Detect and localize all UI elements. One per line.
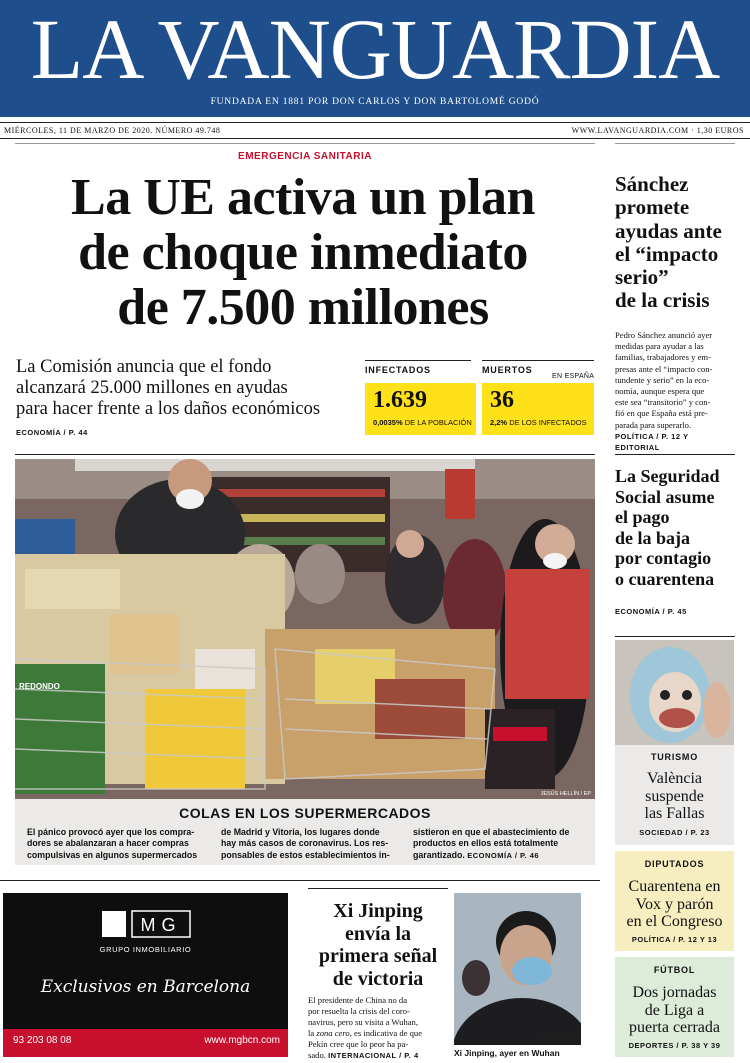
xi-photo-credit: XIE HUANCHI / AP [529, 1037, 577, 1043]
rule [308, 888, 448, 889]
masthead [0, 0, 750, 117]
turismo-box[interactable] [615, 640, 734, 845]
stats-scope: EN ESPAÑA [552, 373, 595, 380]
rule [15, 454, 595, 455]
mg-logo-icon [100, 909, 192, 939]
ad-website-link[interactable]: www.mgbcn.com [204, 1035, 280, 1046]
headline-line: La UE activa un plan [71, 169, 535, 226]
xi-caption: Xi Jinping, ayer en Wuhan [454, 1048, 560, 1058]
diputados-box[interactable] [615, 851, 734, 951]
caption-page-ref[interactable]: ECONOMÍA / P. 46 [467, 850, 540, 860]
xi-headline[interactable]: Xi Jinping envía la primera señal de victoria [318, 900, 438, 990]
box-kicker: DIPUTADOS [644, 859, 705, 869]
box-page-ref[interactable]: POLÍTICA / P. 12 Y 13 [631, 935, 718, 944]
masthead-subtitle: FUNDADA EN 1881 POR DON CARLOS Y DON BARTOLOMÉ GODÓ [210, 97, 540, 107]
caption-col: sistieron en que el abastecimiento de productos en ellos está totalmente garantizado. ECONOMÍA / P. 46 [413, 827, 570, 860]
box-page-ref[interactable]: SOCIEDAD / P. 23 [639, 828, 710, 837]
lead-deck [16, 357, 361, 420]
stat-note: 0,0035% DE LA POBLACIÓN [373, 418, 472, 427]
supermarket-photo[interactable] [15, 459, 595, 799]
caption-col: de Madrid y Vitoria, los lugares donde hay más casos de coronavirus. Los res- ponsables de estos establecimientos in- [221, 827, 390, 860]
ad-brand: GRUPO INMOBILIARIO [99, 945, 192, 954]
box-kicker: FÚTBOL [653, 965, 696, 975]
deck-line: para hacer frente a los daños económicos [16, 399, 321, 419]
stat-label-muertos: MUERTOS [482, 365, 533, 375]
sanchez-headline[interactable]: Sánchez promete ayudas ante el “impacto serio” de la crisis [615, 172, 722, 313]
svg-text:MG: MG [140, 915, 182, 935]
box-page-ref[interactable]: DEPORTES / P. 38 Y 39 [628, 1041, 721, 1050]
lead-page-ref[interactable]: ECONOMÍA / P. 44 [16, 428, 88, 437]
issue-date: MIÉRCOLES, 11 DE MARZO DE 2020. NÚMERO 49.748 [4, 126, 221, 135]
supermarket-illustration [15, 459, 595, 799]
rule [365, 360, 471, 361]
stat-box-muertos [482, 383, 594, 435]
rule [615, 636, 735, 637]
stat-box-infectados [365, 383, 476, 435]
headline-line: de choque inmediato [78, 224, 528, 281]
rule [615, 143, 735, 144]
product-label: REDONDO [19, 682, 60, 691]
box-title: València suspende las Fallas [644, 770, 705, 822]
xi-body: El presidente de China no da por resuelta la crisis del coro- navirus, pero su visita a Wuhan, la zona cero, es indicativa de que Pekín cree que lo peor ha pa- sado. INTERNACIONAL / P. 4 [308, 995, 423, 1060]
seguridad-social-headline[interactable]: La Seguridad Social asume el pago de la baja por contagio o cuarentena [615, 466, 720, 589]
lead-kicker: EMERGENCIA SANITARIA [238, 151, 372, 162]
dateline [0, 124, 750, 138]
rule [482, 360, 594, 361]
rule [0, 138, 750, 139]
advertisement[interactable] [3, 893, 288, 1057]
stat-note: 2,2% DE LOS INFECTADOS [490, 418, 587, 427]
ad-slogan: Exclusivos en Barcelona [40, 977, 251, 997]
futbol-box[interactable] [615, 957, 734, 1057]
sanchez-body: Pedro Sánchez anunció ayer medidas para ayudar a las familias, trabajadores y em- presas ante el “impacto con- tundente y serio” en la eco- nomía, aunque espera que este sea “transitorio” y con- fió en que España está pre- parada para superarlo. POLÍTICA / P. 12 Y EDITORIAL [615, 330, 735, 453]
photo-caption [15, 799, 595, 865]
rule [615, 454, 735, 455]
deck-line: La Comisión anuncia que el fondo [16, 357, 272, 377]
photo-credit: JESÚS HELLÍN / EP [540, 791, 591, 797]
sanchez-page-ref[interactable]: POLÍTICA / P. 12 Y EDITORIAL [615, 431, 689, 453]
rule [0, 122, 750, 123]
caption-col: El pánico provocó ayer que los compra- dores se abalanzaran a hacer compras compulsivas en algunos supermercados [27, 827, 198, 860]
box-kicker: TURISMO [650, 752, 699, 762]
ad-phone[interactable]: 93 203 08 08 [13, 1035, 72, 1046]
caption-title: COLAS EN LOS SUPERMERCADOS [179, 805, 431, 821]
lead-headline[interactable] [14, 170, 592, 335]
box-title: Dos jornadas de Liga a puerta cerrada [628, 984, 721, 1036]
stat-label-infectados: INFECTADOS [365, 365, 431, 375]
stat-value: 36 [490, 387, 514, 413]
seguridad-page-ref[interactable]: ECONOMÍA / P. 45 [615, 607, 687, 616]
fallas-figure-image [615, 640, 734, 745]
xi-page-ref[interactable]: INTERNACIONAL / P. 4 [328, 1051, 419, 1060]
deck-line: alcanzará 25.000 millones en ayudas [16, 378, 288, 398]
rule [0, 880, 600, 881]
box-title: Cuarentena en Vox y parón en el Congreso [626, 878, 723, 930]
rule [15, 143, 595, 144]
newspaper-title[interactable]: LA VANGUARDIA [30, 1, 720, 97]
website-price[interactable]: WWW.LAVANGUARDIA.COM · 1,30 EUROS [571, 126, 744, 135]
stat-value: 1.639 [373, 387, 427, 413]
headline-line: de 7.500 millones [117, 279, 489, 336]
xi-jinping-photo[interactable] [454, 893, 581, 1045]
xi-portrait [454, 893, 581, 1045]
